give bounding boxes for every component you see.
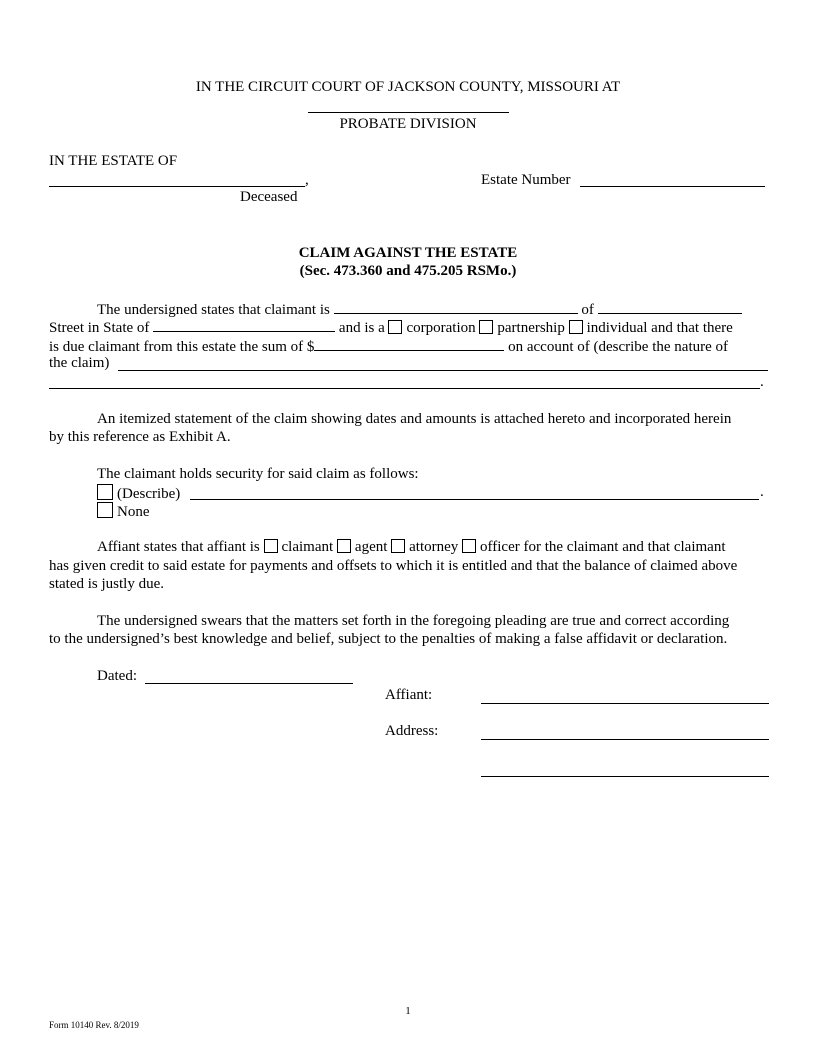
security-describe-row — [97, 484, 180, 503]
partnership-checkbox[interactable] — [479, 320, 493, 334]
claimant-name-field[interactable] — [334, 300, 578, 314]
security-none-checkbox[interactable] — [97, 502, 113, 518]
and-is-a-label: and is a — [338, 320, 385, 336]
court-heading: IN THE CIRCUIT COURT OF JACKSON COUNTY, MISSOURI AT — [195, 79, 621, 95]
document-title: CLAIM AGAINST THE ESTATE — [298, 245, 518, 261]
affiant-statement-line-1 — [97, 539, 726, 556]
address-label: Address: — [385, 723, 439, 739]
division-heading: PROBATE DIVISION — [339, 116, 477, 132]
caption-comma: , — [305, 172, 309, 188]
decedent-name-field[interactable] — [49, 172, 305, 187]
agent-role-label: agent — [354, 539, 388, 555]
claim-paragraph-line-3 — [49, 337, 728, 356]
form-id: Form 10140 Rev. 8/2019 — [49, 1020, 139, 1030]
deceased-label: Deceased — [240, 189, 298, 205]
security-intro: The claimant holds security for said claim as follows: — [97, 466, 419, 482]
sum-due-label: is due claimant from this estate the sum of $ — [49, 339, 315, 355]
claimant-role-checkbox[interactable] — [264, 539, 278, 553]
address-field-2[interactable] — [481, 762, 769, 777]
affiant-is-label: Affiant states that affiant is — [97, 539, 260, 555]
corporation-checkbox[interactable] — [388, 320, 402, 334]
nature-label: on account of (describe the nature of — [508, 339, 729, 355]
describe-label: (Describe) — [117, 486, 181, 502]
itemized-statement-line-2: by this reference as Exhibit A. — [49, 429, 231, 445]
individual-checkbox[interactable] — [569, 320, 583, 334]
security-none-row — [97, 502, 150, 521]
estate-of-label: IN THE ESTATE OF — [49, 153, 178, 169]
dated-field[interactable] — [145, 669, 353, 684]
claim-paragraph-line-4 — [49, 355, 109, 372]
none-label: None — [117, 504, 150, 520]
affiant-label: Affiant: — [385, 687, 433, 703]
oath-line-2: to the undersigned’s best knowledge and belief, subject to the penalties of making a false affidavit or declaration. — [49, 631, 728, 647]
affiant-signature-field[interactable] — [481, 689, 769, 704]
itemized-statement-line-1: An itemized statement of the claim showing dates and amounts is attached hereto and incorporated herein — [97, 411, 732, 427]
individual-label: individual and that there — [586, 320, 733, 336]
attorney-role-checkbox[interactable] — [391, 539, 405, 553]
of-label: of — [581, 302, 594, 318]
address-field-1[interactable] — [481, 725, 769, 740]
claim-nature-period: . — [760, 374, 764, 390]
officer-role-label: officer for the claimant and that claimant — [480, 539, 726, 555]
security-describe-period: . — [760, 484, 764, 500]
dated-label: Dated: — [97, 668, 137, 684]
claimant-is-label: The undersigned states that claimant is — [97, 302, 330, 318]
security-description-field[interactable] — [190, 485, 759, 500]
claim-nature-field-1[interactable] — [118, 356, 768, 371]
security-describe-checkbox[interactable] — [97, 484, 113, 500]
estate-number-field[interactable] — [580, 172, 765, 187]
officer-role-checkbox[interactable] — [462, 539, 476, 553]
affiant-statement-line-2: has given credit to said estate for payments and offsets to which it is entitled and that the balance of claimed above — [49, 558, 738, 574]
claimant-street-field[interactable] — [598, 300, 742, 314]
affiant-statement-line-3: stated is justly due. — [49, 576, 164, 592]
attorney-role-label: attorney — [409, 539, 459, 555]
oath-line-1: The undersigned swears that the matters set forth in the foregoing pleading are true and correct according — [97, 613, 730, 629]
claim-amount-field[interactable] — [314, 337, 504, 351]
street-state-label: Street in State of — [49, 320, 150, 336]
corporation-label: corporation — [406, 320, 476, 336]
circuit-location-field[interactable] — [308, 98, 509, 113]
claimant-role-label: claimant — [281, 539, 334, 555]
claim-nature-field-2[interactable] — [49, 374, 760, 389]
partnership-label: partnership — [497, 320, 565, 336]
statute-reference: (Sec. 473.360 and 475.205 RSMo.) — [299, 263, 517, 279]
agent-role-checkbox[interactable] — [337, 539, 351, 553]
claim-paragraph-line-1 — [97, 300, 742, 319]
estate-number-label: Estate Number — [481, 172, 571, 188]
claimant-state-field[interactable] — [153, 318, 335, 332]
claim-paragraph-line-2 — [49, 318, 733, 337]
page-number: 1 — [405, 1005, 411, 1017]
the-claim-label: the claim) — [49, 355, 110, 371]
